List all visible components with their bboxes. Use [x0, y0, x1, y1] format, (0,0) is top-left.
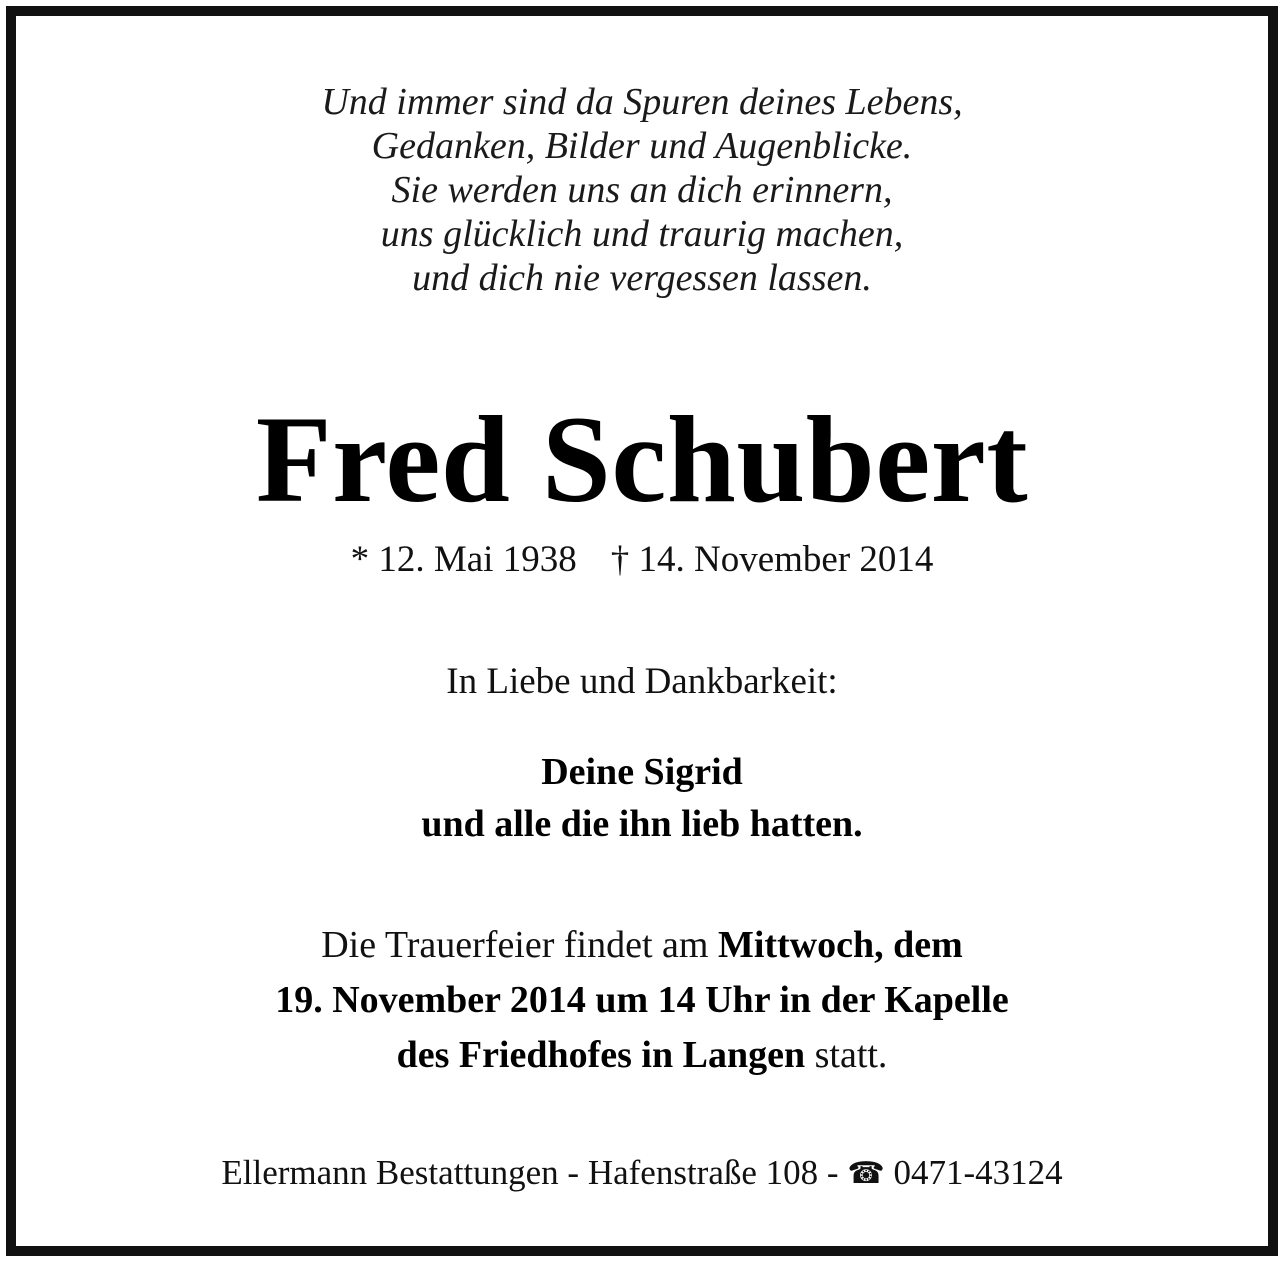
poem-line: Sie werden uns an dich erinnern,: [391, 169, 893, 211]
mourner-line: Deine Sigrid: [541, 751, 743, 793]
service-day: Mittwoch, dem: [717, 924, 963, 966]
service-text: statt.: [805, 1034, 888, 1076]
service-line: [16, 1028, 1268, 1083]
thanks-line: In Liebe und Dankbarkeit:: [446, 661, 838, 702]
poem-line: und dich nie vergessen lassen.: [412, 257, 872, 299]
poem-line: Gedanken, Bilder und Augenblicke.: [371, 125, 913, 167]
birth-date: * 12. Mai 1938: [350, 539, 577, 580]
service-text: Die Trauerfeier findet am: [321, 924, 718, 966]
service-location: des Friedhofes in Langen: [396, 1034, 806, 1076]
undertaker-contact: [16, 1150, 1268, 1197]
service-line: [16, 918, 1268, 973]
undertaker-phone: 0471-43124: [884, 1153, 1063, 1192]
mourners: [16, 746, 1268, 850]
funeral-service-info: [16, 918, 1268, 1083]
deceased-name: Fred Schubert: [255, 391, 1029, 528]
obituary-notice: [6, 6, 1278, 1256]
memorial-poem: [16, 80, 1268, 300]
mourner-line: und alle die ihn lieb hatten.: [421, 803, 863, 845]
telephone-icon: ☎: [847, 1157, 885, 1190]
poem-line: Und immer sind da Spuren deines Lebens,: [321, 81, 963, 123]
undertaker-address: Ellermann Bestattungen - Hafenstraße 108 -: [221, 1153, 848, 1192]
poem-line: uns glücklich und traurig machen,: [380, 213, 904, 255]
service-date-place: 19. November 2014 um 14 Uhr in der Kapelle: [275, 979, 1009, 1021]
life-dates: [16, 536, 1268, 584]
death-date: † 14. November 2014: [610, 539, 934, 580]
service-line: [16, 973, 1268, 1028]
